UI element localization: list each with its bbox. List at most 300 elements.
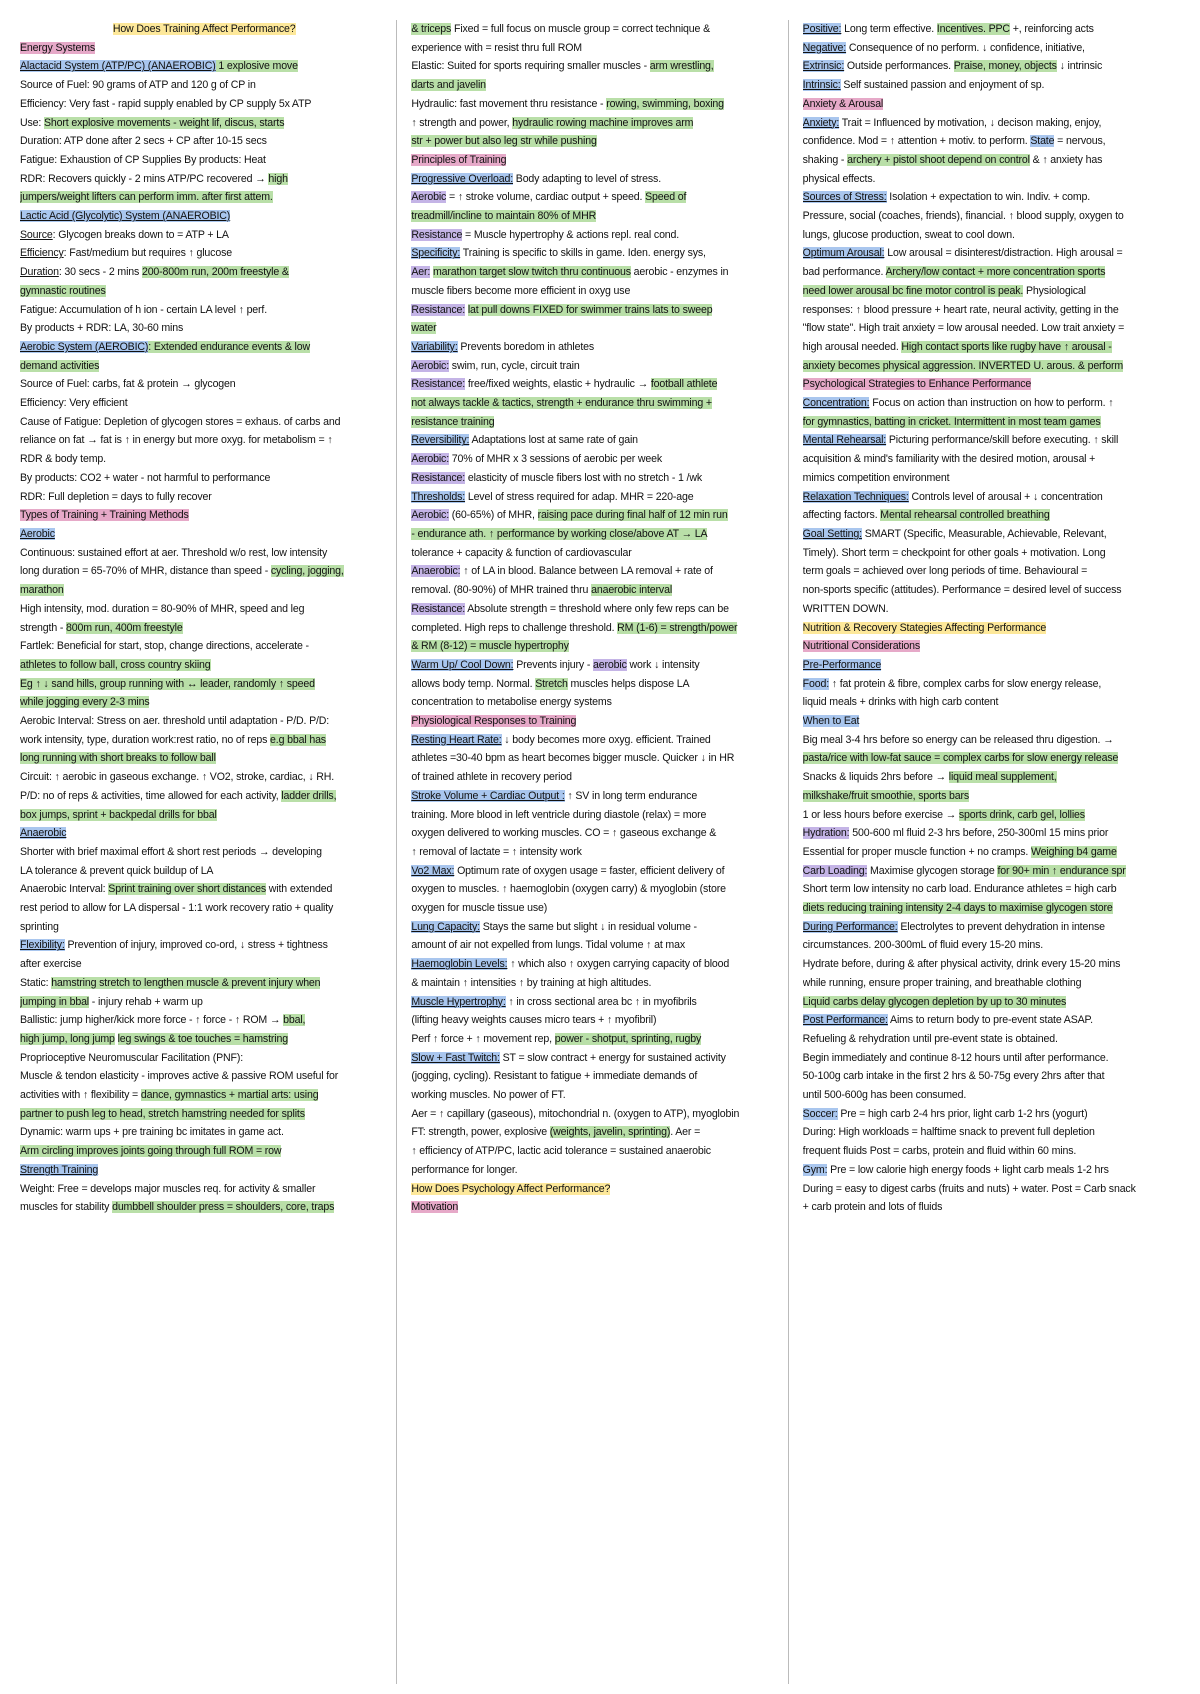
text-segment: Source of Fuel: 90 grams of ATP and 120 g of CP in — [20, 79, 256, 92]
text-segment: LA tolerance & prevent quick buildup of LA — [20, 864, 214, 877]
text-segment: Training is specific to skills in game. Iden. energy sys, — [460, 247, 706, 260]
highlighted-text: Arm circling improves joints going through full ROM = row — [20, 1145, 282, 1158]
text-line — [20, 918, 388, 937]
text-segment: Perf ↑ force + ↑ movement rep, — [411, 1032, 555, 1045]
text-line — [20, 450, 388, 469]
highlighted-text: Positive: — [802, 23, 842, 35]
text-line — [20, 806, 388, 825]
text-line — [20, 1180, 388, 1199]
highlighted-text: Carb Loading: — [802, 864, 868, 877]
text-line — [803, 731, 1180, 750]
text-segment: 70% of MHR x 3 sessions of aerobic per week — [449, 453, 663, 466]
text-line — [411, 862, 779, 881]
text-segment: swim, run, cycle, circuit train — [449, 359, 580, 372]
text-segment: Consequence of no perform. ↓ confidence, initiative, — [846, 41, 1085, 54]
text-segment: +, reinforcing acts — [1009, 23, 1094, 35]
highlighted-text: anxiety becomes physical aggression. INVERTED U. arous. & perform — [802, 359, 1124, 372]
highlighted-text: 800m run, 400m freestyle — [66, 621, 183, 634]
text-segment: reliance on fat → fat is ↑ in energy but more oxyg. for metabolism = ↑ — [20, 434, 333, 447]
highlighted-text: Resistance: — [411, 303, 466, 316]
text-line — [20, 637, 388, 656]
text-segment: Prevents boredom in athletes — [457, 340, 594, 353]
text-line — [411, 1180, 779, 1199]
text-segment: By products + RDR: LA, 30-60 mins — [20, 322, 184, 335]
text-line — [803, 76, 1180, 95]
highlighted-text: Short explosive movements - weight lif, discus, starts — [43, 116, 285, 129]
text-segment: 50-100g carb intake in the first 2 hrs & 50-75g every 2hrs after that — [802, 1070, 1105, 1083]
text-segment: Efficiency: Very fast - rapid supply enabled by CP supply 5x ATP — [20, 97, 312, 110]
text-line — [20, 843, 388, 862]
text-line — [20, 581, 388, 600]
text-line — [20, 375, 388, 394]
text-line — [803, 375, 1180, 394]
text-line — [20, 525, 388, 544]
highlighted-text: When to Eat — [802, 715, 860, 728]
text-line — [803, 1105, 1180, 1124]
text-line — [20, 338, 388, 357]
text-segment: allows body temp. Normal. — [411, 677, 536, 690]
text-segment: Prevention of injury, improved co-ord, ↓ stress + tightness — [64, 939, 328, 952]
highlighted-text: - endurance ath. ↑ performance by working close/above AT → LA — [411, 527, 708, 540]
text-segment: = nervous, — [1054, 135, 1106, 148]
text-line — [411, 693, 779, 712]
highlighted-text: Efficiency — [20, 247, 64, 260]
highlighted-text: Stroke Volume + Cardiac Output : — [411, 789, 565, 802]
highlighted-text: Motivation — [411, 1201, 459, 1214]
column-1 — [20, 20, 397, 1684]
text-line — [20, 151, 388, 170]
text-line — [20, 880, 388, 899]
text-segment: Efficiency: Very efficient — [20, 397, 128, 410]
text-segment: Shorter with brief maximal effort & short rest periods → developing — [20, 845, 322, 858]
text-segment: Weight: Free = develops major muscles req. for activity & smaller — [20, 1182, 316, 1195]
highlighted-text: Soccer: — [802, 1107, 838, 1120]
text-line — [411, 918, 779, 937]
text-segment: Proprioceptive Neuromuscular Facilitation (PNF): — [20, 1051, 243, 1064]
text-segment: During: High workloads = halftime snack to prevent full depletion — [802, 1126, 1095, 1139]
text-line — [20, 731, 388, 750]
text-line — [411, 1011, 779, 1030]
text-line — [20, 619, 388, 638]
text-segment: muscle fibers become more efficient in oxyg use — [411, 284, 631, 297]
text-segment: ↑ removal of lactate = ↑ intensity work — [411, 845, 582, 858]
text-segment: work ↓ intensity — [626, 658, 700, 671]
text-line — [411, 76, 779, 95]
text-line — [803, 469, 1180, 488]
text-segment: Fixed = full focus on muscle group = correct technique & — [451, 23, 710, 35]
text-segment: term goals = achieved over long periods of time. Behavioural = — [802, 565, 1088, 578]
text-segment: (lifting heavy weights causes micro tears + ↑ myofibril) — [411, 1014, 657, 1027]
text-segment: ↑ efficiency of ATP/PC, lactic acid tolerance = sustained anaerobic — [411, 1145, 711, 1158]
text-line — [803, 749, 1180, 768]
text-segment: Level of stress required for adap. MHR = 220-age — [465, 490, 694, 503]
highlighted-text: Sprint training over short distances — [108, 883, 266, 896]
highlighted-text: dumbbell shoulder press = shoulders, core, traps — [112, 1201, 335, 1214]
highlighted-text: Goal Setting: — [802, 527, 862, 540]
text-line — [411, 993, 779, 1012]
text-line — [411, 562, 779, 581]
highlighted-text: Anxiety: — [802, 116, 840, 129]
text-line — [411, 57, 779, 76]
highlighted-text: How Does Psychology Affect Performance? — [411, 1182, 611, 1195]
text-segment: . Aer = — [670, 1126, 701, 1139]
text-segment: performance for longer. — [411, 1163, 518, 1176]
text-segment: : 30 secs - 2 mins — [58, 266, 142, 279]
text-line — [20, 749, 388, 768]
text-segment: physical effects. — [802, 172, 876, 185]
highlighted-text: & RM (8-12) = muscle hypertrophy — [411, 640, 569, 653]
highlighted-text: Lung Capacity: — [411, 920, 480, 933]
highlighted-text: Specificity: — [411, 247, 461, 260]
text-line — [803, 95, 1180, 114]
text-segment: Ballistic: jump higher/kick more force - ↑ force - ↑ ROM → — [20, 1014, 284, 1027]
text-line — [803, 974, 1180, 993]
highlighted-text: Resistance — [411, 228, 463, 241]
text-line — [411, 95, 779, 114]
highlighted-text: Nutritional Considerations — [802, 640, 921, 653]
text-line — [411, 450, 779, 469]
text-line — [411, 207, 779, 226]
text-line — [803, 114, 1180, 133]
highlighted-text: Psychological Strategies to Enhance Performance — [802, 378, 1032, 391]
text-segment: Static: — [20, 976, 52, 989]
text-segment: ST = slow contract + energy for sustained activity — [499, 1051, 726, 1064]
text-segment: experience with = resist thru full ROM — [411, 41, 582, 54]
text-segment: bad performance. — [802, 266, 886, 279]
text-segment: WRITTEN DOWN. — [802, 602, 889, 615]
text-line — [411, 394, 779, 413]
highlighted-text: str + power but also leg str while pushing — [411, 135, 597, 148]
highlighted-text: Aerobic — [20, 527, 55, 540]
highlighted-text: Energy Systems — [20, 41, 96, 54]
text-line — [411, 974, 779, 993]
text-segment: High intensity, mod. duration = 80-90% of MHR, speed and leg — [20, 602, 305, 615]
text-segment: acquisition & mind's familiarity with the desired motion, arousal + — [802, 453, 1096, 466]
text-segment: Physiological — [1023, 284, 1086, 297]
highlighted-text: Reversibility: — [411, 434, 470, 447]
text-segment: (jogging, cycling). Resistant to fatigue + immediate demands of — [411, 1070, 698, 1083]
text-segment: Begin immediately and continue 8-12 hours until after performance. — [802, 1051, 1109, 1064]
text-segment: Cause of Fatigue: Depletion of glycogen stores = exhaus. of carbs and — [20, 415, 341, 428]
text-line — [803, 581, 1180, 600]
text-line — [411, 1030, 779, 1049]
text-segment: Picturing performance/skill before executing. ↑ skill — [886, 434, 1119, 447]
text-segment: muscles helps dispose LA — [567, 677, 690, 690]
highlighted-text: gymnastic routines — [20, 284, 106, 297]
text-segment: Pressure, social (coaches, friends), financial. ↑ blood supply, oxygen to — [802, 210, 1124, 223]
highlighted-text: demand activities — [20, 359, 100, 372]
highlighted-text: athletes to follow ball, cross country skiing — [20, 658, 211, 671]
highlighted-text: 200-800m run, 200m freestyle & — [141, 266, 289, 279]
text-segment: Continuous: sustained effort at aer. Threshold w/o rest, low intensity — [20, 546, 328, 559]
highlighted-text: sports drink, carb gel, lollies — [958, 808, 1085, 821]
text-line — [411, 132, 779, 151]
text-segment: Circuit: ↑ aerobic in gaseous exchange. ↑ VO2, stroke, cardiac, ↓ RH. — [20, 771, 335, 784]
text-line — [803, 338, 1180, 357]
text-segment: & maintain ↑ intensities ↑ by training at high altitudes. — [411, 976, 652, 989]
text-line — [411, 151, 779, 170]
text-line — [20, 226, 388, 245]
text-segment: Long term effective. — [841, 23, 937, 35]
text-line — [411, 712, 779, 731]
text-line — [803, 170, 1180, 189]
highlighted-text: Negative: — [802, 41, 847, 54]
text-line — [803, 806, 1180, 825]
highlighted-text: 1 explosive move — [215, 60, 298, 73]
highlighted-text: for gymnastics, batting in cricket. Intermittent in most team games — [802, 415, 1101, 428]
highlighted-text: Post Performance: — [802, 1014, 888, 1027]
text-segment: with extended — [266, 883, 333, 896]
text-line — [20, 562, 388, 581]
highlighted-text: Slow + Fast Twitch: — [411, 1051, 500, 1064]
text-line — [803, 824, 1180, 843]
text-line — [20, 469, 388, 488]
text-line — [411, 525, 779, 544]
text-line — [20, 656, 388, 675]
highlighted-text: Muscle Hypertrophy: — [411, 995, 506, 1008]
text-segment: 1 or less hours before exercise → — [802, 808, 959, 821]
highlighted-text: Haemoglobin Levels: — [411, 958, 508, 971]
text-segment: Adaptations lost at same rate of gain — [469, 434, 638, 447]
text-segment: Isolation + expectation to win. Indiv. + comp. — [886, 191, 1091, 204]
text-segment: after exercise — [20, 958, 82, 971]
text-line — [20, 301, 388, 320]
text-line — [803, 506, 1180, 525]
highlighted-text: need lower arousal bc fine motor control is peak. — [802, 284, 1024, 297]
text-line — [411, 824, 779, 843]
text-line — [803, 525, 1180, 544]
text-segment: lungs, glucose production, sweat to cool down. — [802, 228, 1015, 241]
highlighted-text: Physiological Responses to Training — [411, 715, 577, 728]
text-line — [803, 488, 1180, 507]
highlighted-text: Gym: — [802, 1163, 828, 1176]
text-line — [20, 188, 388, 207]
text-line — [411, 1105, 779, 1124]
text-line — [803, 132, 1180, 151]
column-2 — [411, 20, 788, 1684]
highlighted-text: Aerobic: — [411, 453, 449, 466]
highlighted-text: Concentration: — [802, 397, 870, 410]
highlighted-text: long running with short breaks to follow ball — [20, 752, 216, 765]
highlighted-text: arm wrestling, — [649, 60, 714, 73]
highlighted-text: Aerobic System (AEROBIC) — [20, 340, 149, 353]
text-line — [411, 656, 779, 675]
highlighted-text: e.g bbal has — [270, 733, 326, 746]
text-segment: & ↑ anxiety has — [1029, 153, 1103, 166]
text-segment: Essential for proper muscle function + no cramps. — [802, 845, 1031, 858]
highlighted-text: not always tackle & tactics, strength + endurance thru swimming + — [411, 397, 712, 410]
highlighted-text: pasta/rice with low-fat sauce = complex carbs for slow energy release — [802, 752, 1119, 765]
text-segment: non-sports specific (attitudes). Performance = desired level of success — [802, 584, 1122, 597]
highlighted-text: Variability: — [411, 340, 458, 353]
text-line — [411, 843, 779, 862]
highlighted-text: : Extended endurance events & low — [148, 340, 310, 353]
highlighted-text: Progressive Overload: — [411, 172, 513, 185]
highlighted-text: cycling, jogging, — [270, 565, 344, 578]
text-line — [411, 375, 779, 394]
text-segment: Body adapting to level of stress. — [512, 172, 661, 185]
text-line — [20, 1030, 388, 1049]
text-line — [20, 1049, 388, 1068]
text-line — [20, 413, 388, 432]
text-segment: Optimum rate of oxygen usage = faster, efficient delivery of — [454, 864, 725, 877]
text-line — [411, 1161, 779, 1180]
text-line — [20, 263, 388, 282]
text-line — [20, 1161, 388, 1180]
highlighted-text: Pre-Performance — [802, 658, 882, 671]
text-line — [411, 787, 779, 806]
text-segment: P/D: no of reps & activities, time allowed for each activity, — [20, 789, 282, 802]
highlighted-text: Thresholds: — [411, 490, 466, 503]
highlighted-text: Warm Up/ Cool Down: — [411, 658, 514, 671]
text-segment: Aims to return body to pre-event state ASAP. — [887, 1014, 1093, 1027]
text-line — [20, 57, 388, 76]
highlighted-text: Nutrition & Recovery Stategies Affecting Performance — [802, 621, 1047, 634]
highlighted-text: partner to push leg to head, stretch hamstring needed for splits — [20, 1107, 305, 1120]
text-segment: training. More blood in left ventricle during diastole (relax) = more — [411, 808, 707, 821]
highlighted-text: Archery/low contact + more concentration sports — [885, 266, 1106, 279]
text-line — [803, 151, 1180, 170]
highlighted-text: Resistance: — [411, 602, 466, 615]
text-segment: until 500-600g has been consumed. — [802, 1089, 967, 1102]
text-line — [411, 413, 779, 432]
text-line — [411, 506, 779, 525]
text-segment: completed. High reps to challenge threshold. — [411, 621, 618, 634]
highlighted-text: Intrinsic: — [802, 79, 841, 92]
highlighted-text: & triceps — [411, 23, 452, 35]
text-segment: circumstances. 200-300mL of fluid every 15-20 mins. — [802, 939, 1044, 952]
highlighted-text: Mental rehearsal controlled breathing — [880, 509, 1050, 522]
text-line — [803, 936, 1180, 955]
highlighted-text: darts and javelin — [411, 79, 486, 92]
highlighted-text: Resistance: — [411, 471, 466, 484]
text-line — [411, 319, 779, 338]
text-segment: frequent fluids Post = carbs, protein and fluid within 60 mins. — [802, 1145, 1077, 1158]
text-line — [20, 1123, 388, 1142]
highlighted-text: Resting Heart Rate: — [411, 733, 502, 746]
text-segment: free/fixed weights, elastic + hydraulic → — [465, 378, 651, 391]
highlighted-text: Liquid carbs delay glycogen depletion by up to 30 minutes — [802, 995, 1067, 1008]
highlighted-text: Extrinsic: — [802, 60, 845, 73]
text-line — [20, 1142, 388, 1161]
text-segment: During = easy to digest carbs (fruits and nuts) + water. Post = Carb snack — [802, 1182, 1136, 1195]
text-line — [411, 1049, 779, 1068]
text-line — [803, 357, 1180, 376]
text-segment: of trained athlete in recovery period — [411, 771, 572, 784]
text-line — [803, 244, 1180, 263]
text-line — [803, 862, 1180, 881]
text-segment: Big meal 3-4 hrs before so energy can be released thru digestion. → — [802, 733, 1114, 746]
highlighted-text: Vo2 Max: — [411, 864, 455, 877]
text-line — [411, 170, 779, 189]
text-line — [411, 936, 779, 955]
highlighted-text: bbal, — [283, 1014, 306, 1027]
text-line — [20, 1067, 388, 1086]
text-line — [20, 974, 388, 993]
highlighted-text: RM (1-6) = strength/power — [617, 621, 738, 634]
text-segment: (60-65%) of MHR, — [449, 509, 538, 522]
text-segment: Pre = low calorie high energy foods + light carb meals 1-2 hrs — [827, 1163, 1109, 1176]
text-line — [20, 244, 388, 263]
text-line — [411, 357, 779, 376]
text-segment: working muscles. No power of FT. — [411, 1089, 566, 1102]
text-line — [803, 57, 1180, 76]
text-line — [803, 1086, 1180, 1105]
text-segment: = ↑ stroke volume, cardiac output + speed. — [446, 191, 646, 204]
text-line — [803, 562, 1180, 581]
text-line — [411, 1086, 779, 1105]
highlighted-text: box jumps, sprint + backpedal drills for bbal — [20, 808, 217, 821]
text-line — [411, 469, 779, 488]
highlighted-text: water — [411, 322, 437, 335]
highlighted-text: power - shotput, sprinting, rugby — [554, 1032, 702, 1045]
text-line — [803, 1161, 1180, 1180]
text-line — [411, 806, 779, 825]
highlighted-text: Incentives. PPC — [936, 23, 1010, 35]
text-line — [411, 544, 779, 563]
text-line — [411, 20, 779, 39]
text-segment: liquid meals + drinks with high carb content — [802, 696, 999, 709]
highlighted-text: high — [268, 172, 288, 185]
text-segment: RDR: Recovers quickly - 2 mins ATP/PC recovered → — [20, 172, 269, 185]
text-segment: 500-600 ml fluid 2-3 hrs before, 250-300ml 15 mins prior — [849, 827, 1109, 840]
text-line — [411, 675, 779, 694]
text-line — [20, 207, 388, 226]
text-line — [803, 899, 1180, 918]
text-line — [20, 544, 388, 563]
text-segment: oxygen to muscles. ↑ haemoglobin (oxygen carry) & myoglobin (store — [411, 883, 726, 896]
text-segment: Duration: ATP done after 2 secs + CP after 10-15 secs — [20, 135, 267, 148]
text-line — [20, 357, 388, 376]
text-segment: Maximise glycogen storage — [867, 864, 998, 877]
highlighted-text: During Performance: — [802, 920, 898, 933]
text-segment: ↑ which also ↑ oxygen carrying capacity of blood — [507, 958, 730, 971]
text-line — [803, 431, 1180, 450]
highlighted-text: liquid meal supplement, — [948, 771, 1057, 784]
text-segment: Electrolytes to prevent dehydration in intense — [897, 920, 1105, 933]
highlighted-text: hamstring stretch to lengthen muscle & prevent injury when — [51, 976, 321, 989]
text-segment: ↑ SV in long term endurance — [564, 789, 698, 802]
text-line — [411, 768, 779, 787]
text-line — [20, 170, 388, 189]
text-line — [20, 39, 388, 58]
text-line — [411, 263, 779, 282]
text-segment: FT: strength, power, explosive — [411, 1126, 550, 1139]
highlighted-text: while jogging every 2-3 mins — [20, 696, 150, 709]
text-line — [20, 114, 388, 133]
text-line — [20, 319, 388, 338]
text-line — [20, 1086, 388, 1105]
cheat-sheet — [20, 20, 1180, 1684]
text-segment: ↑ strength and power, — [411, 116, 513, 129]
text-segment: - injury rehab + warm up — [89, 995, 203, 1008]
text-line — [411, 1198, 779, 1217]
text-segment: Self sustained passion and enjoyment of sp. — [840, 79, 1045, 92]
text-segment: confidence. Mod = ↑ attention + motiv. to perform. — [802, 135, 1031, 148]
text-line — [803, 319, 1180, 338]
text-line — [411, 581, 779, 600]
highlighted-text: Principles of Training — [411, 153, 507, 166]
highlighted-text: Alactacid System (ATP/PC) (ANAEROBIC) — [20, 60, 216, 73]
text-segment: oxygen for muscle tissue use) — [411, 902, 548, 915]
text-segment: shaking - — [802, 153, 848, 166]
text-segment: affecting factors. — [802, 509, 881, 522]
text-line — [411, 749, 779, 768]
text-line — [803, 918, 1180, 937]
highlighted-text: leg swings & toe touches = hamstring — [117, 1032, 288, 1045]
highlighted-text: Sources of Stress: — [802, 191, 887, 204]
text-line — [803, 1142, 1180, 1161]
